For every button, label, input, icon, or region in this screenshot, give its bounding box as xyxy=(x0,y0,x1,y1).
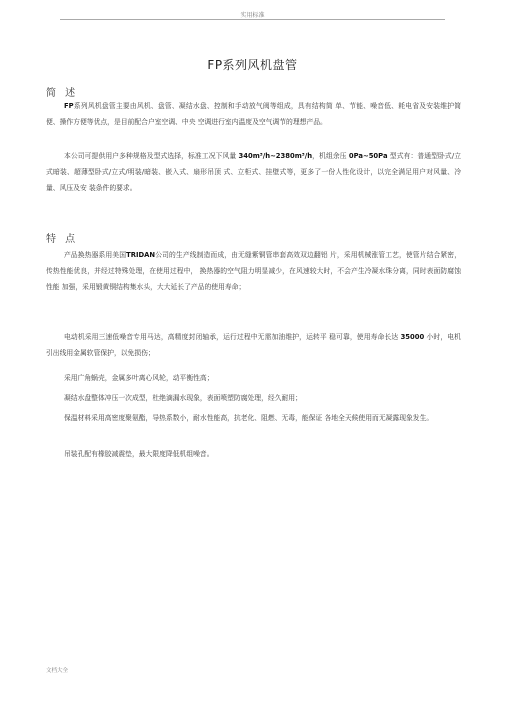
pressure-range: 0Pa~50Pa xyxy=(348,152,388,160)
airflow-range: 340m³/h~2380m³/h xyxy=(238,152,313,160)
features-paragraph-6: 吊装孔配有橡胶减震垫，最大限度降低机组噪音。 xyxy=(64,450,214,458)
model-prefix: FP xyxy=(64,102,74,110)
page-footer: 文档大全 xyxy=(46,668,69,674)
overview-p2-mid: ，机组余压 xyxy=(312,152,349,160)
features-paragraph-5: 保温材料采用高密度聚氨酯，导热系数小，耐水性能高，抗老化、阻燃、无毒，能保证 各地全天候使用而无凝露现象发生。 xyxy=(64,414,434,422)
features-paragraph-2 xyxy=(46,329,461,361)
header-divider xyxy=(60,19,445,20)
features-p1-end: 公司的生产线制造而成，由无缝紫铜管串套高效双边翻铝 片，采用机械涨管工艺，使管片结合紧密，传热性能优良，并经过特殊处理，在使用过程中， 换热器的空气阻力明显减少，在风速较大时，不会产生冷凝水珠分离，同时表面防腐蚀性能 加强，采用锻黄铜结构集水头，大大延长了产品的使用寿命； xyxy=(46,251,461,291)
overview-p1-text: 系列风机盘管主要由风机、盘管、凝结水盘、控制和手动放气阀等组成，具有结构简 单、节能、噪音低、耗电省及安装维护简便、操作方便等优点，是目前配合户室空调、中央 空调进行室内温度及空气调节的理想产品。 xyxy=(46,102,461,126)
overview-heading: 简 述 xyxy=(46,88,79,99)
overview-paragraph-1 xyxy=(46,98,461,130)
page-header: 实用标准 xyxy=(240,12,265,19)
document-title: FP系列风机盘管 xyxy=(207,58,298,72)
overview-paragraph-2 xyxy=(46,148,461,196)
features-heading: 特 点 xyxy=(46,234,79,245)
features-p1-start: 产品换热器系用美国 xyxy=(64,251,127,259)
overview-p2-end: 型式有：普通型卧式/立式暗装、超薄型卧式/立式/明装/暗装、嵌入式、扇形吊顶 式、立柜式、挂壁式等，更多了一份人性化设计，以完全满足用户对风量、冷量、风压及安 装条件的要求。 xyxy=(46,152,461,192)
lifespan-hours: 35000 xyxy=(400,333,425,341)
features-paragraph-1 xyxy=(46,247,461,295)
features-paragraph-4: 凝结水盘整体冲压一次成型，杜绝滴漏水现象，表面喷塑防腐处理，经久耐用； xyxy=(64,394,302,402)
features-paragraph-3: 采用广角蜗壳，金属多叶离心风轮，动平衡性高； xyxy=(64,374,214,382)
overview-p2-start: 本公司可提供用户多种规格及型式选择，标准工况下风量 xyxy=(64,152,239,160)
features-p2-end: 小时，电机引出线用金属软管保护，以免损伤； xyxy=(46,333,461,357)
manufacturer-name: TRIDAN xyxy=(126,251,156,259)
features-p2-start: 电动机采用三速低噪音专用马达，高精度封闭轴承，运行过程中无需加油维护，运转平 稳可靠，使用寿命长达 xyxy=(64,333,401,341)
